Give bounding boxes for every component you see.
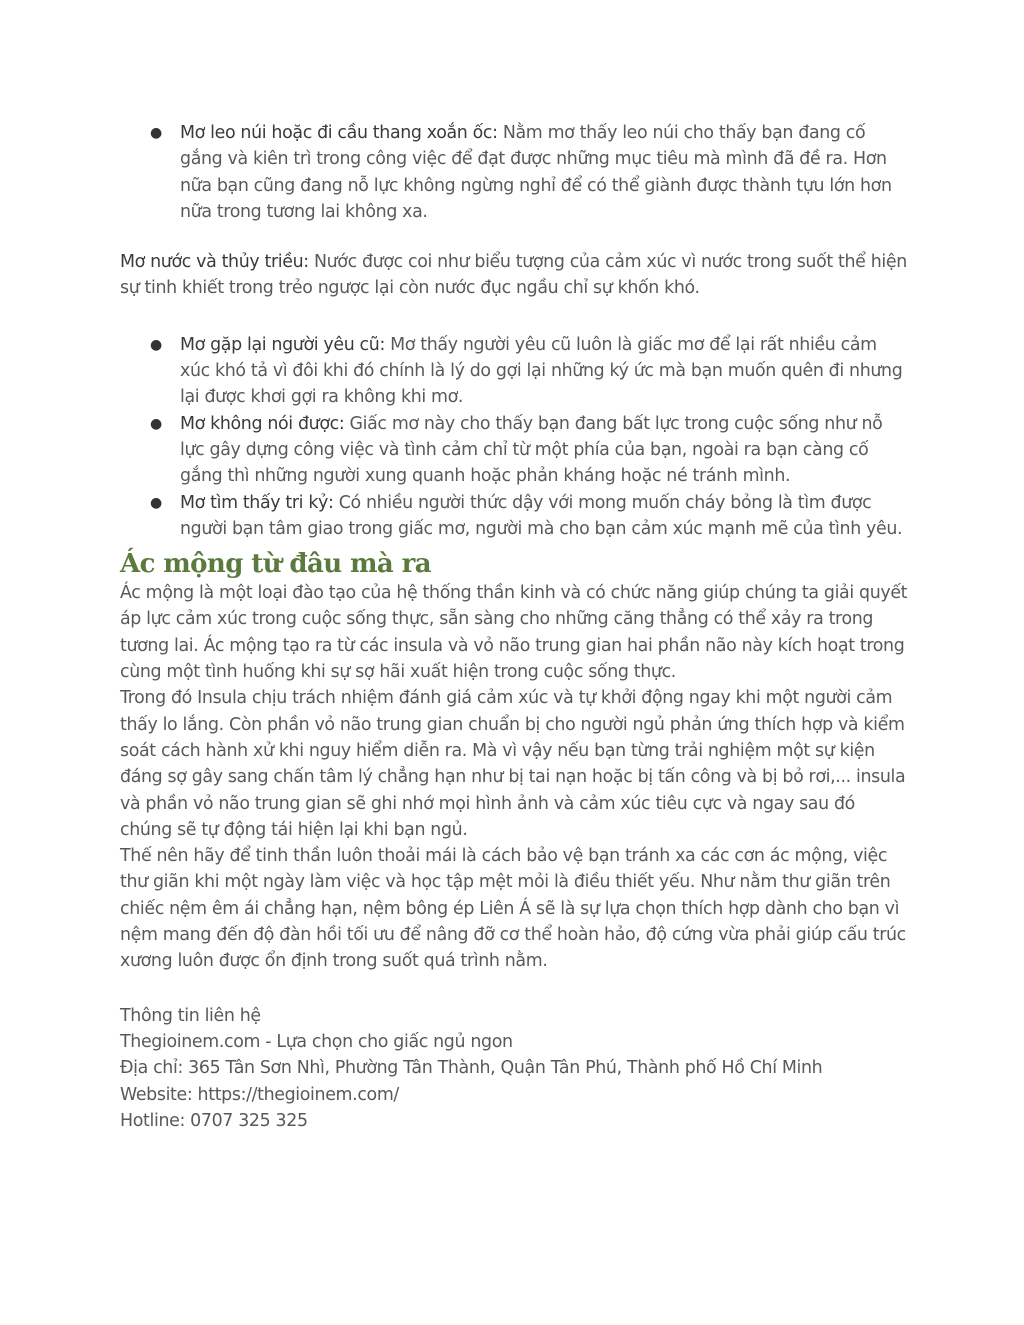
list-item-text: Giấc mơ này cho thấy bạn đang bất lực trong cuộc sống như nỗ lực gây dựng công việc và tình cảm chỉ từ một phía của bạn, ngoài ra bạn càng cố gắng thì những người xung quanh hoặc phản kháng hoặc né tránh mình. — [180, 413, 883, 487]
bullet-list-2 — [120, 332, 910, 542]
contact-website: Website: https://thegioinem.com/ — [120, 1084, 399, 1105]
list-item — [150, 490, 910, 543]
list-item-text: Mơ thấy người yêu cũ luôn là giấc mơ để lại rất nhiều cảm xúc khó tả vì đôi khi đó chính là lý do gợi lại những ký ức mà bạn muốn quên đi nhưng lại được khơi gợi ra không khi mơ. — [180, 334, 903, 408]
bullet-list-1 — [120, 120, 910, 225]
contact-hotline: Hotline: 0707 325 325 — [120, 1110, 308, 1131]
contact-heading: Thông tin liên hệ — [120, 1005, 261, 1026]
section-heading: Ác mộng từ đâu mà ra — [120, 549, 431, 580]
list-item — [150, 120, 910, 225]
bullet-icon: ● — [150, 125, 162, 141]
list-item — [150, 411, 910, 490]
water-term: Mơ nước và thủy triều: — [120, 252, 309, 273]
section-paragraph: Trong đó Insula chịu trách nhiệm đánh giá cảm xúc và tự khởi động ngay khi một người cảm thấy lo lắng. Còn phần vỏ não trung gian chuẩn bị cho người ngủ phản ứng thích hợp và kiểm soát cách hành xử khi nguy hiểm diễn ra. Mà vì vậy nếu bạn từng trải nghiệm một sự kiện đáng sợ gây sang chấn tâm lý chẳng hạn như bị tai nạn hoặc bị tấn công và bị bỏ rơi,... insula và phần vỏ não trung gian sẽ ghi nhớ mọi hình ảnh và cảm xúc tiêu cực và ngay sau đó chúng sẽ tự động tái hiện lại khi bạn ngủ. — [120, 688, 906, 840]
water-paragraph — [120, 249, 910, 302]
section-paragraph: Thế nên hãy để tinh thần luôn thoải mái là cách bảo vệ bạn tránh xa các cơn ác mộng, việc thư giãn khi một ngày làm việc và học tập mệt mỏi là điều thiết yếu. Như nằm thư giãn trên chiếc nệm êm ái chẳng hạn, nệm bông ép Liên Á sẽ là sự lựa chọn thích hợp dành cho bạn vì nệm mang đến độ đàn hồi tối ưu để nâng đỡ cơ thể hoàn hảo, độ cứng vừa phải giúp cấu trúc xương luôn được ổn định trong suốt quá trình nằm. — [120, 846, 906, 972]
bullet-icon: ● — [150, 415, 162, 432]
contact-address: Địa chỉ: 365 Tân Sơn Nhì, Phường Tân Thành, Quận Tân Phú, Thành phố Hồ Chí Minh — [120, 1058, 823, 1079]
section-paragraph: Ác mộng là một loại đào tạo của hệ thống thần kinh và có chức năng giúp chúng ta giải quyết áp lực cảm xúc trong cuộc sống thực, sẵn sàng cho những căng thẳng có thể xảy ra trong tương lai. Ác mộng tạo ra từ các insula và vỏ não trung gian hai phần não này kích hoạt trong cùng một tình huống khi sự sợ hãi xuất hiện trong cuộc sống thực. — [120, 583, 908, 683]
list-item-term: Mơ không nói được: — [180, 413, 345, 434]
bullet-icon: ● — [150, 494, 162, 511]
document-page — [120, 120, 910, 1134]
bullet-icon: ● — [150, 336, 162, 353]
water-text: Nước được coi như biểu tượng của cảm xúc vì nước trong suốt thể hiện sự tinh khiết trong trẻo ngược lại còn nước đục ngầu chỉ sự khốn khó. — [120, 252, 907, 299]
list-item — [150, 332, 910, 411]
list-item-term: Mơ tìm thấy tri kỷ: — [180, 492, 334, 513]
list-item-text: Nằm mơ thấy leo núi cho thấy bạn đang cố gắng và kiên trì trong công việc để đạt được những mục tiêu mà mình đã đề ra. Hơn nữa bạn cũng đang nỗ lực không ngừng nghỉ để có thể giành được thành tựu lớn hơn nữa trong tương lai không xa. — [180, 123, 892, 222]
list-item-text: Có nhiều người thức dậy với mong muốn cháy bỏng là tìm được người bạn tâm giao trong giấc mơ, người mà cho bạn cảm xúc mạnh mẽ của tình yêu. — [180, 492, 903, 539]
list-item-term: Mơ gặp lại người yêu cũ: — [180, 334, 385, 355]
contact-block — [120, 1003, 910, 1134]
list-item-term: Mơ leo núi hoặc đi cầu thang xoắn ốc: — [180, 123, 498, 143]
contact-brand: Thegioinem.com - Lựa chọn cho giấc ngủ ngon — [120, 1031, 513, 1052]
